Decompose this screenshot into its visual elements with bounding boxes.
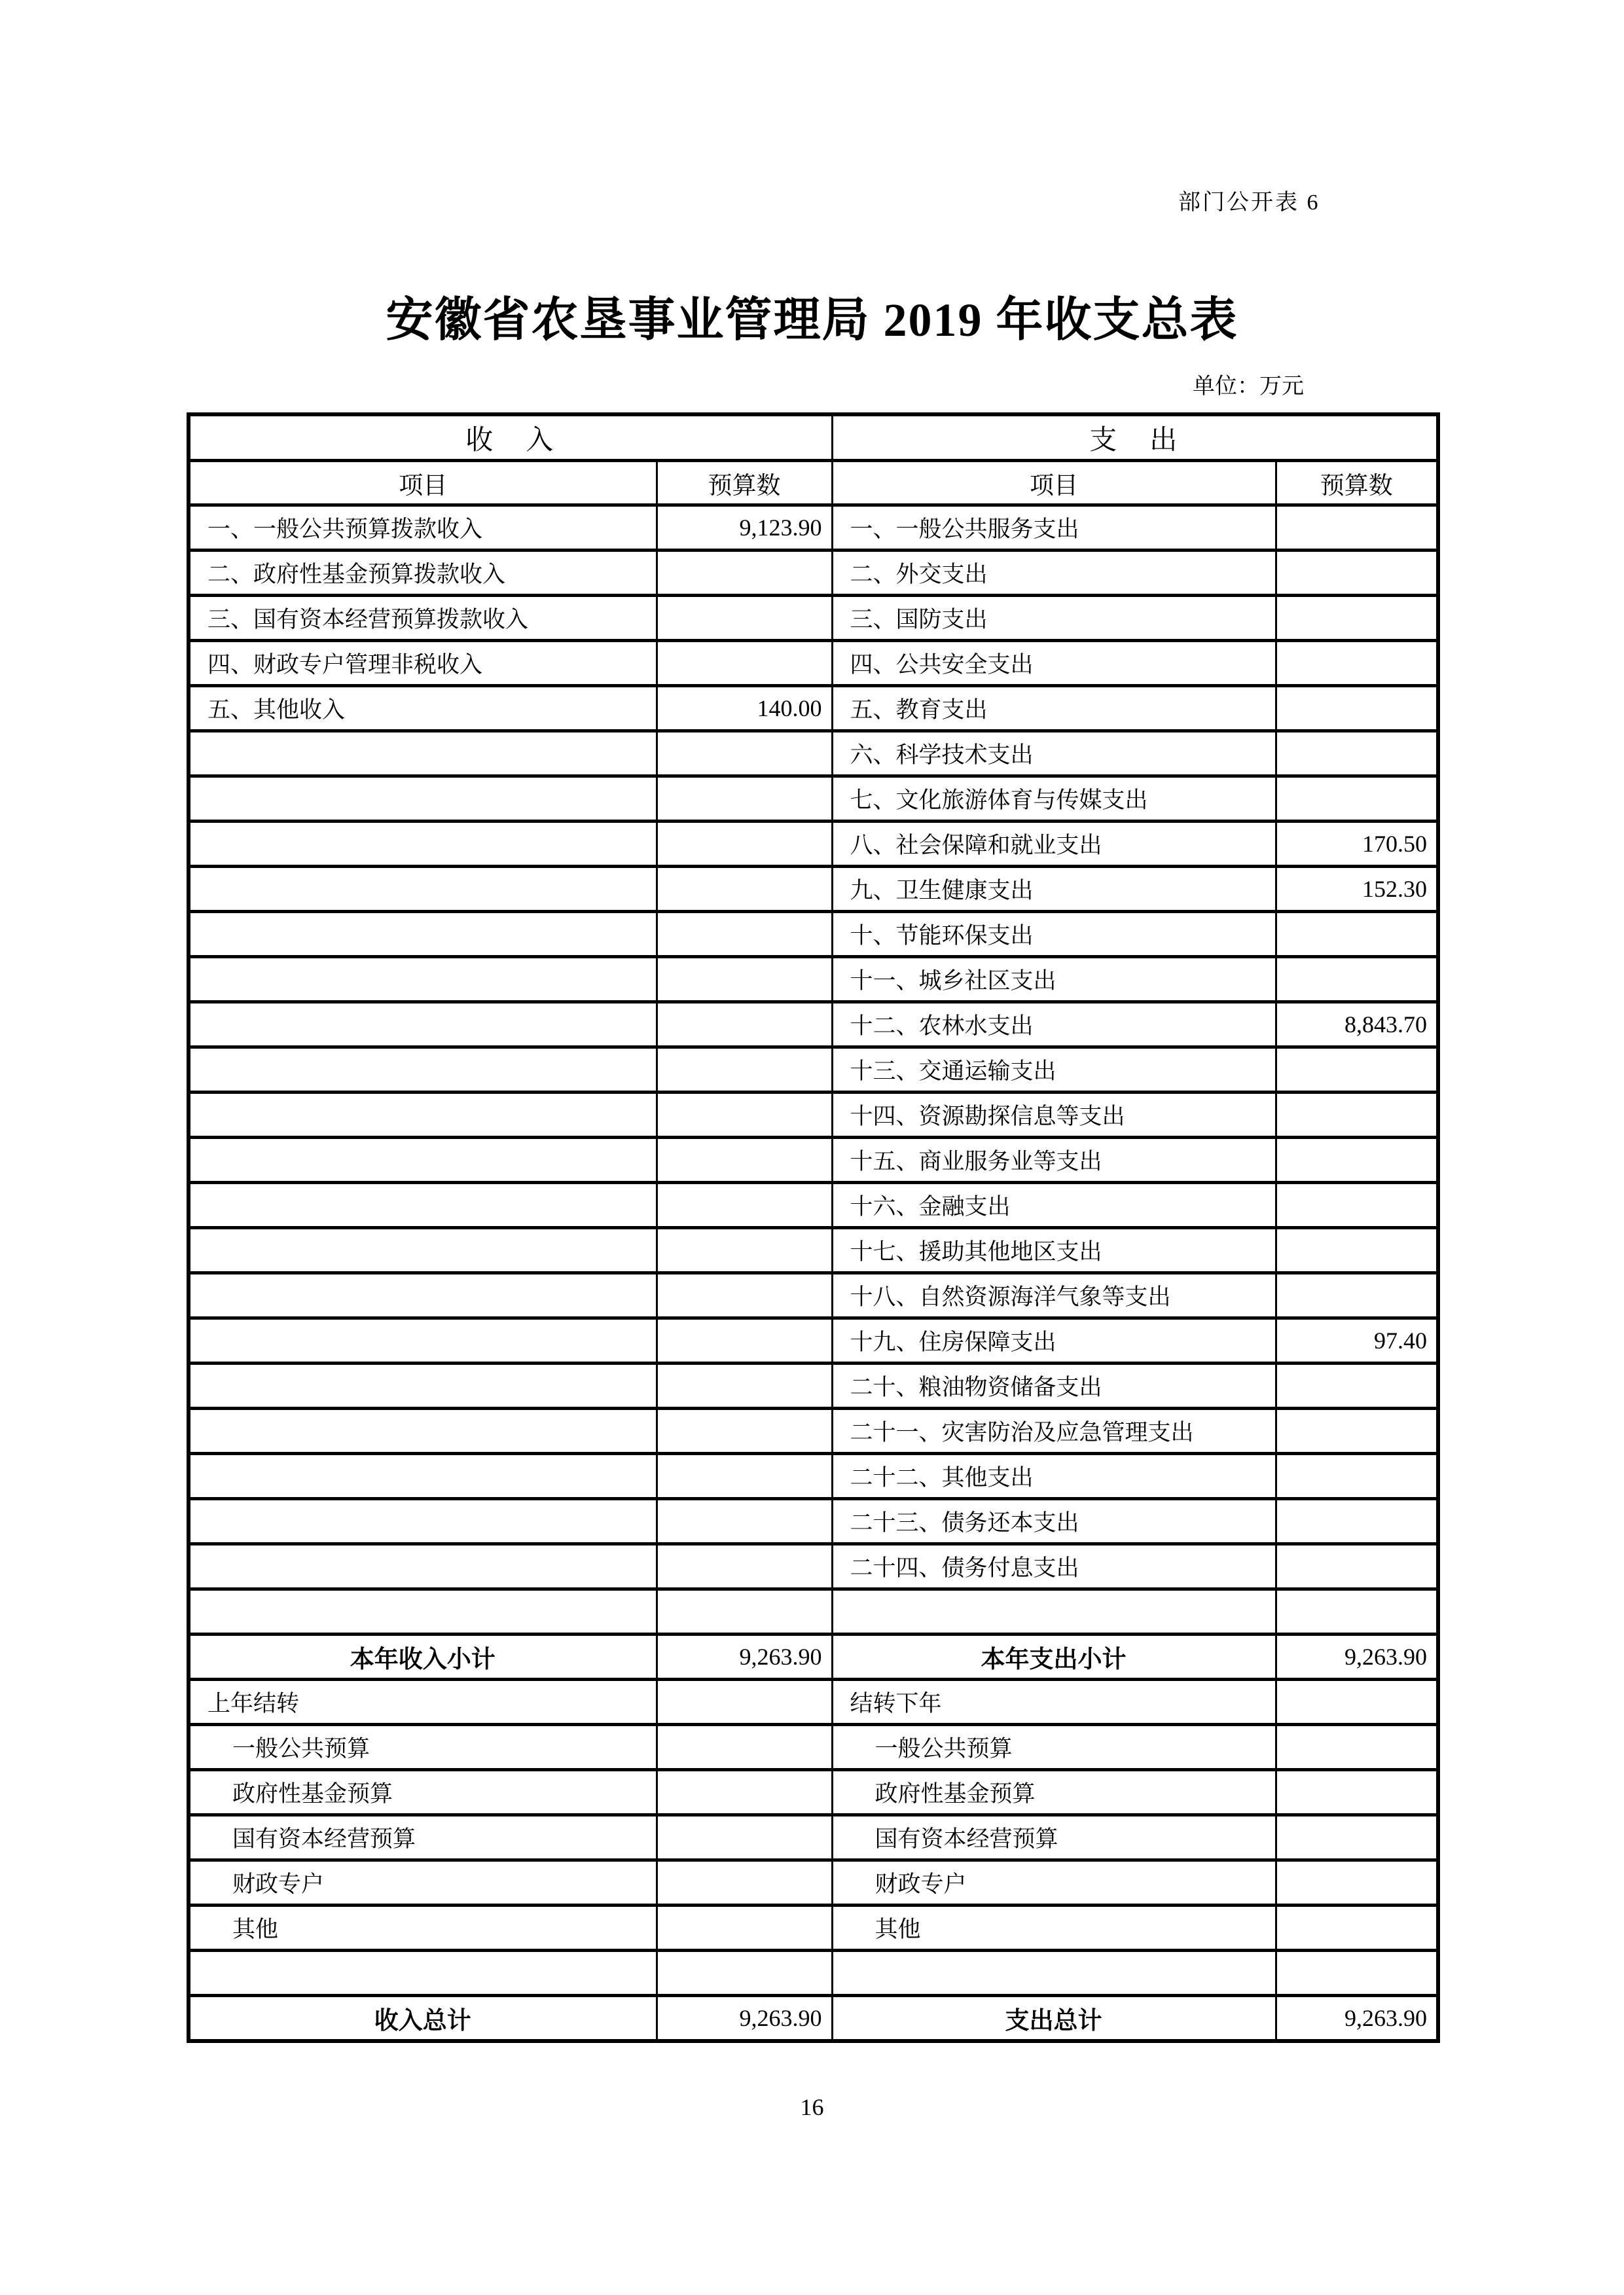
table-row [189,912,1438,957]
income-budget-cell [657,641,832,686]
expense-item-cell: 十七、援助其他地区支出 [832,1228,1276,1273]
income-budget-cell [657,957,832,1002]
expense-item-cell: 十五、商业服务业等支出 [832,1138,1276,1183]
expense-item-cell: 一、一般公共服务支出 [832,505,1276,551]
income-budget-cell [657,822,832,867]
income-item-cell [189,1364,657,1409]
expense-budget-cell [1276,1364,1438,1409]
table-row [189,1860,1438,1906]
expense-item-cell: 二十一、灾害防治及应急管理支出 [832,1409,1276,1454]
expense-item-cell: 二十三、债务还本支出 [832,1499,1276,1544]
expense-budget-cell [1276,505,1438,551]
table-row [189,505,1438,551]
income-item-cell: 三、国有资本经营预算拨款收入 [189,596,657,641]
expense-budget-cell [1276,1093,1438,1138]
income-item-cell: 一、一般公共预算拨款收入 [189,505,657,551]
expense-section-header: 支 出 [832,414,1438,461]
expense-budget-cell: 152.30 [1276,867,1438,912]
income-item-cell [189,912,657,957]
expense-budget-cell [1276,551,1438,596]
income-item-cell: 四、财政专户管理非税收入 [189,641,657,686]
expense-budget-cell [1276,957,1438,1002]
income-item-cell [189,776,657,822]
income-budget-cell [657,1183,832,1228]
expense-item-cell: 本年支出小计 [832,1635,1276,1680]
expense-budget-cell [1276,1544,1438,1589]
table-row [189,867,1438,912]
income-budget-cell [657,1815,832,1860]
expense-budget-cell [1276,596,1438,641]
income-budget-cell [657,1318,832,1364]
expense-budget-cell: 8,843.70 [1276,1002,1438,1047]
expense-item-cell: 四、公共安全支出 [832,641,1276,686]
income-budget-column-header: 预算数 [657,461,832,505]
expense-item-cell [832,1951,1276,1996]
expense-item-cell: 九、卫生健康支出 [832,867,1276,912]
page-title: 安徽省农垦事业管理局 2019 年收支总表 [386,294,1238,346]
table-row [189,1273,1438,1318]
table-row [189,596,1438,641]
expense-item-cell: 八、社会保障和就业支出 [832,822,1276,867]
expense-item-cell: 六、科学技术支出 [832,731,1276,776]
expense-budget-cell [1276,641,1438,686]
expense-item-cell: 五、教育支出 [832,686,1276,731]
column-header-row [189,461,1438,505]
income-item-cell [189,1138,657,1183]
expense-budget-cell [1276,776,1438,822]
income-budget-cell [657,596,832,641]
expense-budget-cell [1276,1680,1438,1725]
income-item-cell: 政府性基金预算 [189,1770,657,1815]
income-budget-cell [657,551,832,596]
expense-item-cell: 十九、住房保障支出 [832,1318,1276,1364]
expense-budget-cell [1276,1047,1438,1093]
expense-item-cell [832,1589,1276,1635]
income-item-cell [189,1409,657,1454]
income-item-cell [189,1589,657,1635]
income-item-cell [189,1951,657,1996]
table-row [189,1364,1438,1409]
income-budget-cell [657,1680,832,1725]
expense-budget-cell [1276,1138,1438,1183]
table-row [189,1409,1438,1454]
table-row [189,957,1438,1002]
income-item-cell: 本年收入小计 [189,1635,657,1680]
table-body [189,505,1438,2042]
doc-label: 部门公开表 6 [1178,190,1320,215]
expense-item-cell: 其他 [832,1906,1276,1951]
income-budget-cell [657,1047,832,1093]
table-row [189,1996,1438,2042]
income-budget-cell [657,1770,832,1815]
income-budget-cell [657,912,832,957]
income-item-cell [189,1273,657,1318]
expense-item-cell: 三、国防支出 [832,596,1276,641]
expense-budget-cell [1276,1409,1438,1454]
table-row [189,686,1438,731]
table-row [189,1635,1438,1680]
income-budget-cell [657,1544,832,1589]
income-budget-cell [657,1951,832,1996]
income-item-cell [189,1544,657,1589]
income-item-cell: 一般公共预算 [189,1725,657,1770]
table-row [189,641,1438,686]
expense-budget-cell: 9,263.90 [1276,1996,1438,2042]
income-budget-cell [657,1860,832,1906]
expense-budget-column-header: 预算数 [1276,461,1438,505]
income-item-cell: 国有资本经营预算 [189,1815,657,1860]
expense-item-cell: 财政专户 [832,1860,1276,1906]
section-header-row [189,414,1438,461]
expense-item-cell: 二十二、其他支出 [832,1454,1276,1499]
expense-budget-cell [1276,1951,1438,1996]
table-row [189,551,1438,596]
table-row [189,1951,1438,1996]
income-budget-cell: 9,263.90 [657,1635,832,1680]
income-budget-cell [657,1002,832,1047]
income-item-cell: 其他 [189,1906,657,1951]
income-item-cell [189,1228,657,1273]
table-row [189,1770,1438,1815]
income-item-cell [189,1454,657,1499]
expense-budget-cell: 97.40 [1276,1318,1438,1364]
expense-item-cell: 十、节能环保支出 [832,912,1276,957]
expense-budget-cell [1276,1228,1438,1273]
income-item-cell [189,957,657,1002]
table-row [189,776,1438,822]
income-item-cell [189,731,657,776]
expense-item-cell: 七、文化旅游体育与传媒支出 [832,776,1276,822]
income-budget-cell [657,1589,832,1635]
expense-item-cell: 十四、资源勘探信息等支出 [832,1093,1276,1138]
table-row [189,1138,1438,1183]
income-item-cell: 二、政府性基金预算拨款收入 [189,551,657,596]
table-row [189,1544,1438,1589]
expense-budget-cell [1276,1454,1438,1499]
unit-label: 单位：万元 [1193,374,1304,399]
expense-budget-cell [1276,1860,1438,1906]
expense-item-cell: 政府性基金预算 [832,1770,1276,1815]
expense-budget-cell [1276,1273,1438,1318]
table-row [189,1228,1438,1273]
table-row [189,731,1438,776]
table-row [189,822,1438,867]
income-item-cell [189,1318,657,1364]
expense-item-cell: 支出总计 [832,1996,1276,2042]
income-item-cell [189,1093,657,1138]
table-row [189,1093,1438,1138]
income-item-cell: 收入总计 [189,1996,657,2042]
table-row [189,1499,1438,1544]
income-budget-cell: 9,263.90 [657,1996,832,2042]
expense-item-column-header: 项目 [832,461,1276,505]
income-budget-cell [657,1454,832,1499]
table-row [189,1047,1438,1093]
table-row [189,1318,1438,1364]
income-budget-cell [657,1364,832,1409]
income-item-cell [189,867,657,912]
expense-budget-cell [1276,686,1438,731]
income-budget-cell [657,1093,832,1138]
income-item-cell [189,822,657,867]
income-item-cell: 上年结转 [189,1680,657,1725]
expense-budget-cell [1276,1499,1438,1544]
expense-item-cell: 国有资本经营预算 [832,1815,1276,1860]
expense-item-cell: 一般公共预算 [832,1725,1276,1770]
income-item-cell: 财政专户 [189,1860,657,1906]
income-budget-cell [657,1725,832,1770]
table-row [189,1680,1438,1725]
income-budget-cell [657,776,832,822]
expense-budget-cell [1276,1183,1438,1228]
expense-item-cell: 十一、城乡社区支出 [832,957,1276,1002]
income-item-cell [189,1183,657,1228]
income-budget-cell [657,1499,832,1544]
expense-budget-cell [1276,731,1438,776]
income-item-cell [189,1499,657,1544]
income-budget-cell [657,867,832,912]
income-item-cell: 五、其他收入 [189,686,657,731]
income-section-header: 收 入 [189,414,832,461]
expense-item-cell: 二十、粮油物资储备支出 [832,1364,1276,1409]
expense-item-cell: 十六、金融支出 [832,1183,1276,1228]
expense-budget-cell [1276,1725,1438,1770]
expense-item-cell: 二十四、债务付息支出 [832,1544,1276,1589]
table-row [189,1183,1438,1228]
budget-table [187,412,1440,2043]
income-budget-cell [657,731,832,776]
table-row [189,1589,1438,1635]
income-budget-cell [657,1228,832,1273]
table-row [189,1454,1438,1499]
income-item-cell [189,1002,657,1047]
income-budget-cell [657,1273,832,1318]
income-item-column-header: 项目 [189,461,657,505]
table-row [189,1002,1438,1047]
expense-budget-cell [1276,1589,1438,1635]
table-row [189,1906,1438,1951]
expense-budget-cell [1276,1770,1438,1815]
table-row [189,1815,1438,1860]
expense-item-cell: 二、外交支出 [832,551,1276,596]
income-item-cell [189,1047,657,1093]
income-budget-cell [657,1409,832,1454]
expense-budget-cell: 170.50 [1276,822,1438,867]
income-budget-cell [657,1138,832,1183]
expense-item-cell: 十八、自然资源海洋气象等支出 [832,1273,1276,1318]
page-number: 16 [800,2094,824,2120]
income-budget-cell [657,1906,832,1951]
income-budget-cell: 140.00 [657,686,832,731]
expense-item-cell: 结转下年 [832,1680,1276,1725]
expense-budget-cell [1276,912,1438,957]
table-head [189,414,1438,505]
expense-budget-cell [1276,1815,1438,1860]
table-row [189,1725,1438,1770]
expense-item-cell: 十二、农林水支出 [832,1002,1276,1047]
expense-item-cell: 十三、交通运输支出 [832,1047,1276,1093]
expense-budget-cell: 9,263.90 [1276,1635,1438,1680]
income-budget-cell: 9,123.90 [657,505,832,551]
expense-budget-cell [1276,1906,1438,1951]
